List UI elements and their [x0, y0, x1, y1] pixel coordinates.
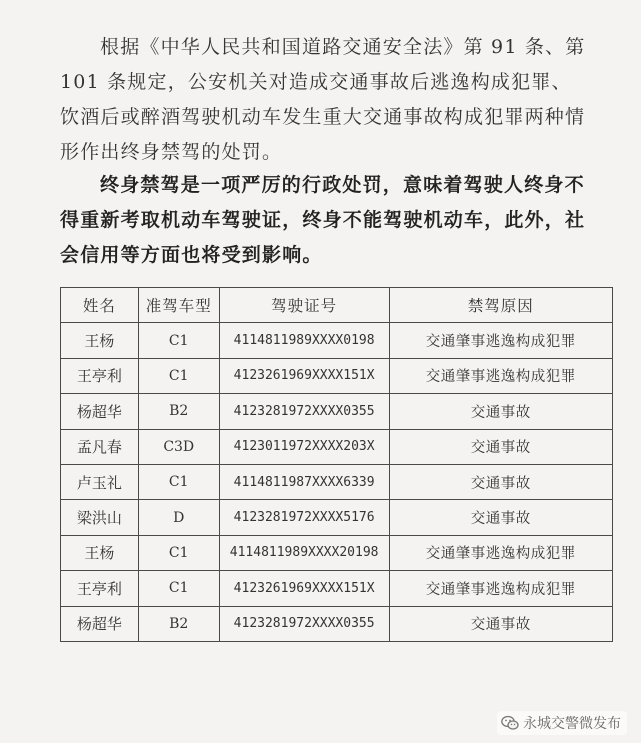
cell-license-number: 4114811989XXXX0198: [219, 323, 389, 358]
cell-ban-reason: 交通事故: [389, 606, 612, 641]
cell-license-number: 4123281972XXXX0355: [219, 606, 389, 641]
table-row: [61, 571, 613, 606]
cell-name: 王杨: [61, 535, 139, 570]
cell-ban-reason: 交通事故: [389, 429, 612, 464]
cell-vehicle-class: C1: [138, 323, 219, 358]
paragraph-law-basis: [60, 30, 590, 170]
cell-ban-reason: 交通事故: [389, 500, 612, 535]
wechat-icon: [501, 715, 519, 731]
header-name: 姓名: [61, 288, 139, 323]
cell-name: 杨超华: [61, 394, 139, 429]
table-row: [61, 535, 613, 570]
cell-ban-reason: 交通事故: [389, 464, 612, 499]
table-row: [61, 606, 613, 641]
table-row: [61, 358, 613, 393]
cell-vehicle-class: C1: [138, 464, 219, 499]
cell-vehicle-class: C1: [138, 535, 219, 570]
cell-vehicle-class: B2: [138, 394, 219, 429]
cell-ban-reason: 交通肇事逃逸构成犯罪: [389, 323, 612, 358]
cell-ban-reason: 交通肇事逃逸构成犯罪: [389, 571, 612, 606]
cell-ban-reason: 交通肇事逃逸构成犯罪: [389, 535, 612, 570]
account-watermark: [497, 711, 627, 735]
table-row: [61, 323, 613, 358]
cell-license-number: 4123261969XXXX151X: [219, 571, 389, 606]
driving-ban-table: [60, 287, 613, 642]
cell-name: 孟凡春: [61, 429, 139, 464]
cell-vehicle-class: C1: [138, 571, 219, 606]
paragraph-penalty-meaning: [60, 168, 590, 273]
table-row: [61, 500, 613, 535]
cell-license-number: 4114811989XXXX20198: [219, 535, 389, 570]
cell-name: 卢玉礼: [61, 464, 139, 499]
cell-name: 杨超华: [61, 606, 139, 641]
table-header-row: [61, 288, 613, 323]
cell-name: 王杨: [61, 323, 139, 358]
watermark-text: 永城交警微发布: [523, 716, 621, 732]
paragraph-penalty-meaning-text: 终身禁驾是一项严厉的行政处罚，意味着驾驶人终身不得重新考取机动车驾驶证，终身不能驾驶机动车，此外，社会信用等方面也将受到影响。: [60, 174, 586, 266]
cell-name: 梁洪山: [61, 500, 139, 535]
cell-ban-reason: 交通事故: [389, 394, 612, 429]
cell-vehicle-class: D: [138, 500, 219, 535]
header-license-number: 驾驶证号: [219, 288, 389, 323]
table-row: [61, 394, 613, 429]
cell-ban-reason: 交通肇事逃逸构成犯罪: [389, 358, 612, 393]
cell-vehicle-class: B2: [138, 606, 219, 641]
cell-license-number: 4123281972XXXX0355: [219, 394, 389, 429]
table-row: [61, 464, 613, 499]
table-row: [61, 429, 613, 464]
cell-vehicle-class: C3D: [138, 429, 219, 464]
paragraph-law-basis-text: 根据《中华人民共和国道路交通安全法》第 91 条、第 101 条规定，公安机关对造成交通事故后逃逸构成犯罪、饮酒后或醉酒驾驶机动车发生重大交通事故构成犯罪两种情形作出终身禁驾的处罚。: [60, 36, 586, 163]
cell-name: 王亭利: [61, 571, 139, 606]
header-vehicle-class: 准驾车型: [138, 288, 219, 323]
cell-license-number: 4123011972XXXX203X: [219, 429, 389, 464]
cell-name: 王亭利: [61, 358, 139, 393]
cell-vehicle-class: C1: [138, 358, 219, 393]
cell-license-number: 4123261969XXXX151X: [219, 358, 389, 393]
cell-license-number: 4114811987XXXX6339: [219, 464, 389, 499]
cell-license-number: 4123281972XXXX5176: [219, 500, 389, 535]
header-ban-reason: 禁驾原因: [389, 288, 612, 323]
